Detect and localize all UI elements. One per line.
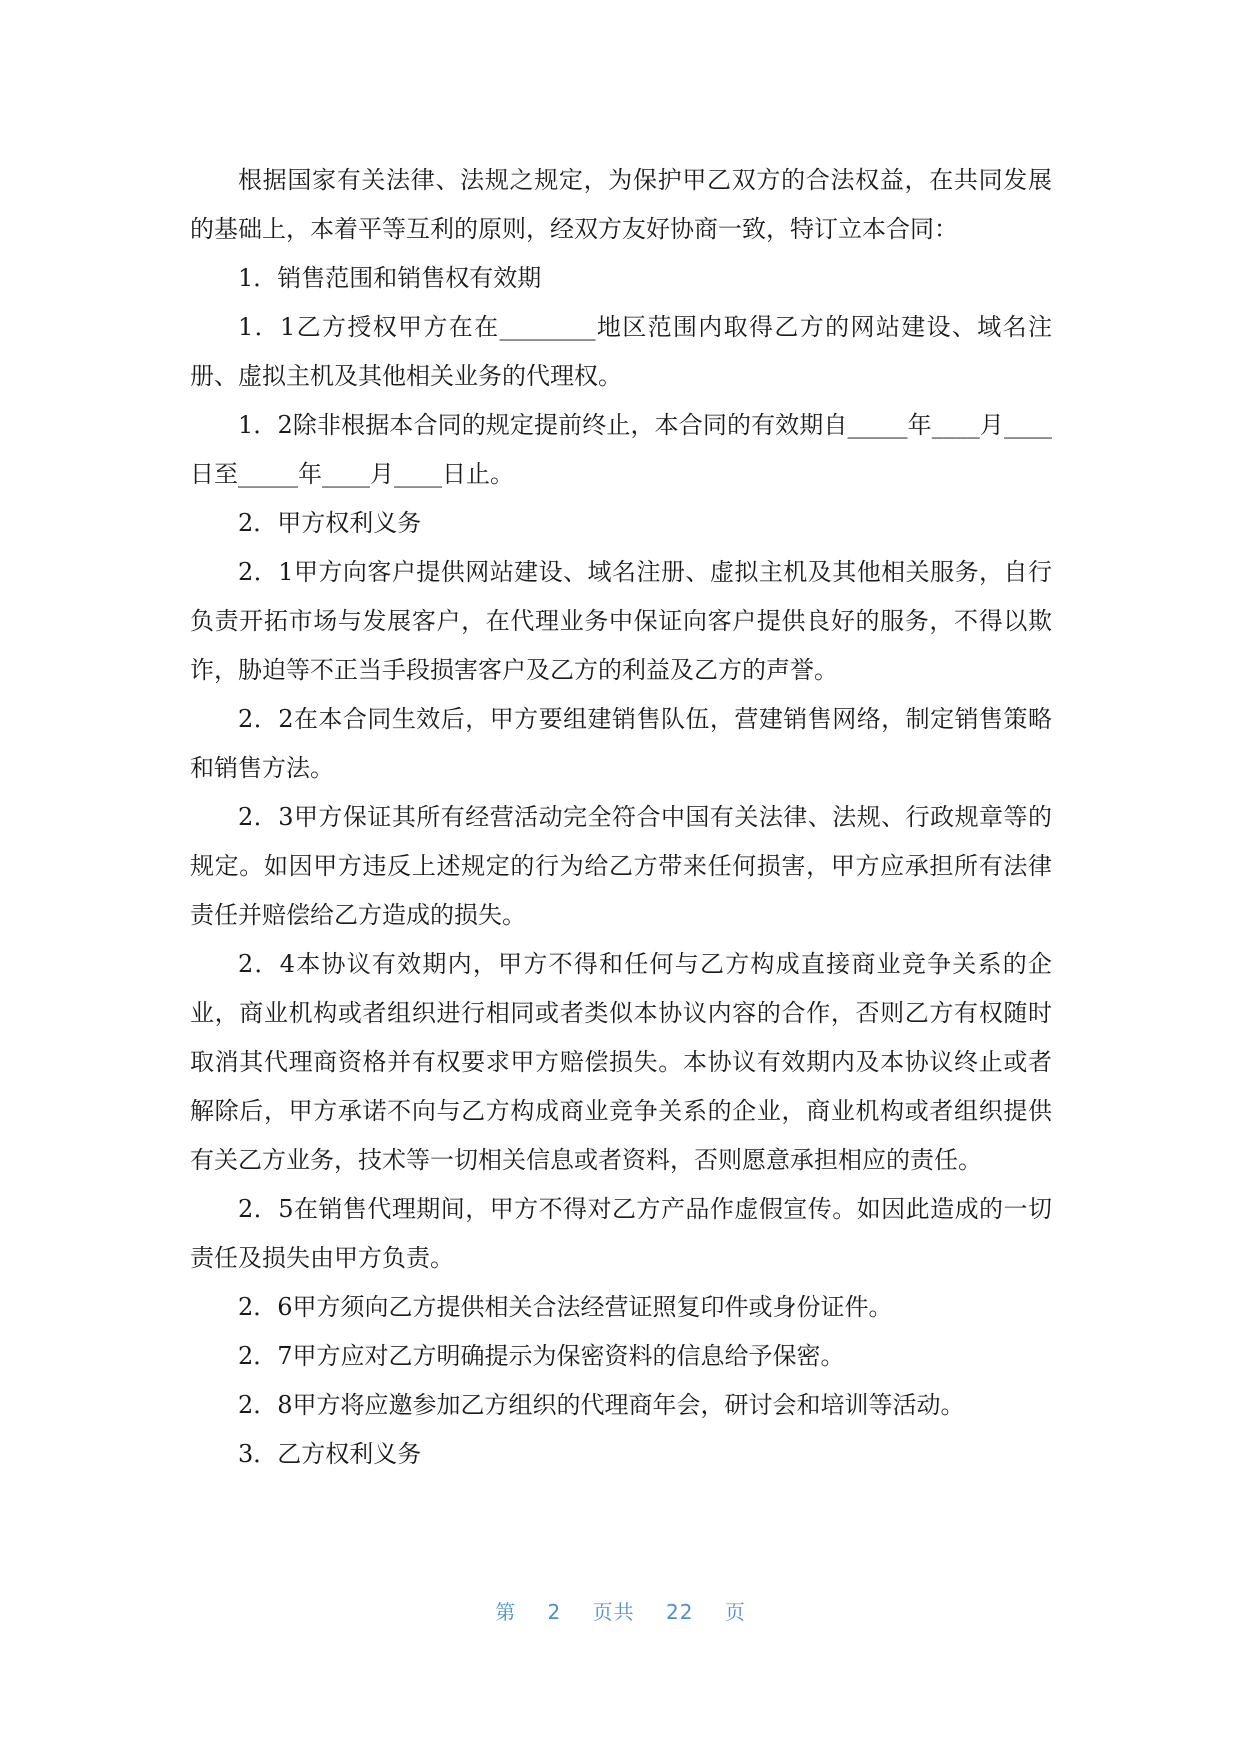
footer-suffix: 页	[724, 1600, 746, 1624]
footer-current-page: 2	[547, 1600, 562, 1624]
paragraph-2-4: 2．4本协议有效期内，甲方不得和任何与乙方构成直接商业竞争关系的企业，商业机构或者组织进行相同或者类似本协议内容的合作，否则乙方有权随时取消其代理商资格并有权要求甲方赔偿损失。本协议有效期内及本协议终止或者解除后，甲方承诺不向与乙方构成商业竞争关系的企业，商业机构或者组织提供有关乙方业务，技术等一切相关信息或者资料，否则愿意承担相应的责任。	[190, 950, 1052, 1174]
page-footer	[0, 1596, 1241, 1625]
paragraph-section-1-heading: 1．销售范围和销售权有效期	[238, 264, 542, 292]
paragraph-2-1: 2．1甲方向客户提供网站建设、域名注册、虚拟主机及其他相关服务，自行负责开拓市场与发展客户，在代理业务中保证向客户提供良好的服务，不得以欺诈，胁迫等不正当手段损害客户及乙方的利益及乙方的声誉。	[190, 558, 1052, 684]
paragraph-section-2-heading: 2．甲方权利义务	[238, 509, 422, 537]
footer-total-pages: 22	[666, 1600, 694, 1624]
paragraph-intro: 根据国家有关法律、法规之规定，为保护甲乙双方的合法权益，在共同发展的基础上，本着平等互利的原则，经双方友好协商一致，特订立本合同：	[190, 166, 1052, 243]
footer-middle: 页共	[592, 1600, 635, 1624]
paragraph-2-3: 2．3甲方保证其所有经营活动完全符合中国有关法律、法规、行政规章等的规定。如因甲方违反上述规定的行为给乙方带来任何损害，甲方应承担所有法律责任并赔偿给乙方造成的损失。	[190, 803, 1052, 929]
paragraph-2-8: 2．8甲方将应邀参加乙方组织的代理商年会，研讨会和培训等活动。	[238, 1391, 965, 1419]
paragraph-2-6: 2．6甲方须向乙方提供相关合法经营证照复印件或身份证件。	[238, 1293, 893, 1321]
paragraph-2-2: 2．2在本合同生效后，甲方要组建销售队伍，营建销售网络，制定销售策略和销售方法。	[190, 705, 1052, 782]
paragraph-section-3-heading: 3．乙方权利义务	[238, 1440, 422, 1468]
paragraph-1-1: 1．1乙方授权甲方在在________地区范围内取得乙方的网站建设、域名注册、虚拟主机及其他相关业务的代理权。	[190, 313, 1052, 390]
document-body	[190, 156, 1052, 1479]
paragraph-1-2: 1．2除非根据本合同的规定提前终止，本合同的有效期自_____年____月____日至_____年____月____日止。	[190, 411, 1052, 488]
paragraph-2-5: 2．5在销售代理期间，甲方不得对乙方产品作虚假宣传。如因此造成的一切责任及损失由甲方负责。	[190, 1195, 1052, 1272]
footer-prefix: 第	[495, 1600, 517, 1624]
paragraph-2-7: 2．7甲方应对乙方明确提示为保密资料的信息给予保密。	[238, 1342, 845, 1370]
